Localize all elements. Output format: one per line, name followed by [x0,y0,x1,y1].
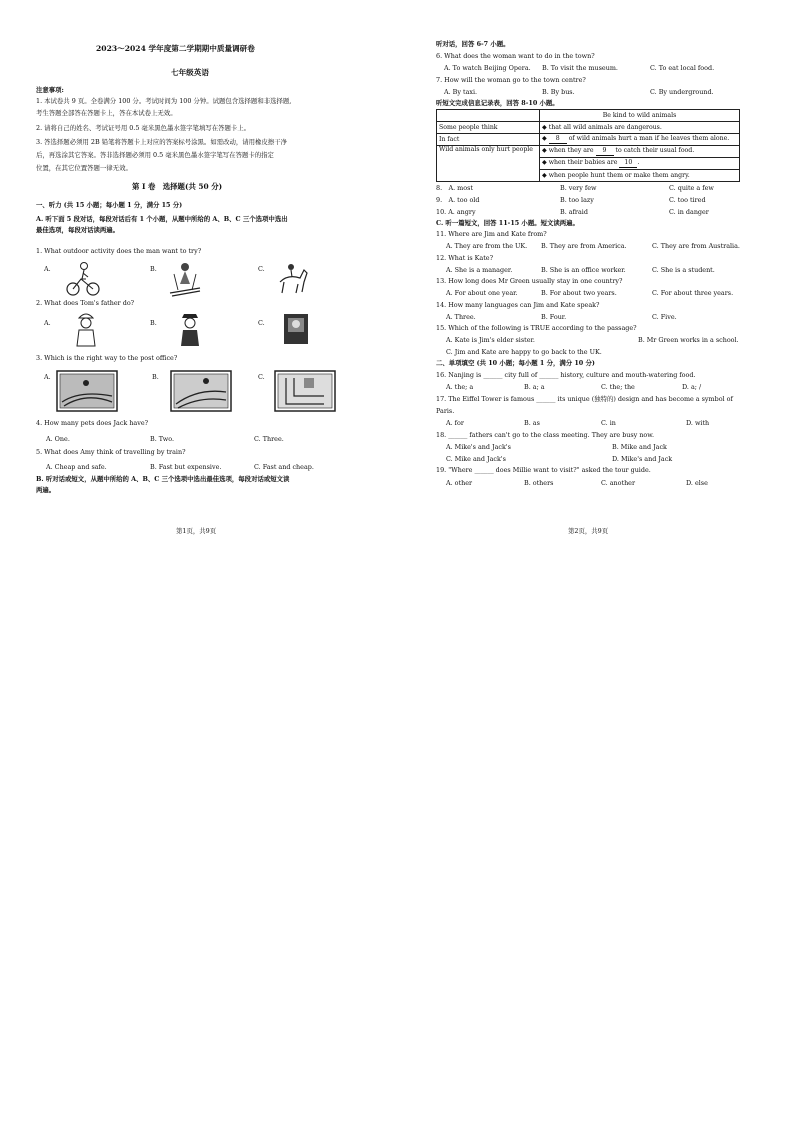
option: A. She is a manager. [446,266,513,274]
option: B. very few [560,184,597,192]
table-cell [437,110,540,122]
section-2-heading: 二、单项填空 (共 10 小题；每小题 1 分，满分 10 分) [436,359,595,367]
option: C. in danger [669,208,709,216]
option: A. Three. [446,313,476,321]
option: C. Jim and Kate are happy to go back to the UK. [446,348,602,356]
option-label-b: B. [150,265,157,273]
option: D. a; / [682,383,702,391]
option: B. She is an office worker. [541,266,626,274]
map-picture-c [274,370,336,412]
option-label-c: C. [258,265,265,273]
question-2: 2. What does Tom's father do? [36,299,135,307]
driver-picture [280,310,312,348]
section-heading: 一、听力 (共 15 小题；每小题 1 分，满分 15 分) [36,201,183,209]
question-17-cont: Paris. [436,407,455,415]
option: D. Mike's and Jack [612,455,673,463]
bullet-icon: ◆ [542,123,547,131]
option-label-b: B. [152,373,159,381]
question-6: 6. What does the woman want to do in the town? [436,52,595,60]
skiing-picture [166,260,204,298]
option: B. others [524,479,554,487]
table-cell [540,170,740,182]
question-17: 17. The Eiffel Tower is famous ______ its unique (独特的) design and has become a symbol of [436,395,733,403]
option: A. Mike's and Jack's [446,443,511,451]
question-7: 7. How will the woman go to the town centre? [436,76,586,84]
note-line: 考生答题全部答在答题卡上，答在本试卷上无效。 [36,109,177,117]
table-cell: Some people think [437,122,540,134]
question-4: 4. How many pets does Jack have? [36,419,149,427]
bullet-icon: ◆ [542,135,547,143]
option: A. Cheap and safe. [46,463,107,471]
section-a-instruction: A. 听下面 5 段对话，每段对话后有 1 个小题，从题中所给的 A、B、C 三个选项中选出 [36,215,288,223]
option-label-a: A. [44,265,51,273]
bullet-icon: ◆ [542,171,547,179]
option: C. She is a student. [652,266,715,274]
table-text: to catch their usual food. [615,147,695,155]
option: A. By taxi. [444,88,478,96]
bullet-icon: ◆ [542,159,547,167]
policeman-picture [174,310,206,348]
table-cell [540,122,740,134]
option: B. Mr Green works in a school. [638,336,739,344]
table-text: . [637,159,640,167]
option: A. for [446,419,464,427]
option: A. To watch Beijing Opera. [444,64,531,72]
option: C. Five. [652,313,677,321]
option: B. afraid [560,208,588,216]
question-3: 3. Which is the right way to the post office? [36,354,178,362]
question-5: 5. What does Amy think of travelling by train? [36,448,186,456]
option: A. other [446,479,473,487]
option: C. Fast and cheap. [254,463,314,471]
section-b-instruction: B. 听对话或短文，从题中所给的 A、B、C 三个选项中选出最佳选项，每段对话或短文读 [36,475,290,483]
option: B. Two. [150,435,175,443]
table-header: Be kind to wild animals [540,110,740,122]
option: A. the; a [446,383,474,391]
note-line: 1. 本试卷共 9 页。全卷满分 100 分。考试时间为 100 分钟。试题包含选择题和非选择题, [36,97,292,105]
question-10: 10. A. angry [436,208,476,216]
intro-6-7: 听对话，回答 6-7 小题。 [436,40,510,48]
answer-blank-9[interactable]: 9 [596,147,614,156]
option: B. They are from America. [541,242,627,250]
table-text: when they are [548,147,594,155]
section-b-instruction: 两遍。 [36,486,56,494]
option: C. in [601,419,616,427]
question-19: 19. "Where ______ does Millie want to visit?" asked the tour guide. [436,466,651,474]
answer-blank-8[interactable]: 8 [549,135,567,144]
option-label-c: C. [258,373,265,381]
option: B. Mike and Jack [612,443,667,451]
option: C. To eat local food. [650,64,715,72]
option: B. Four. [541,313,567,321]
option: B. as [524,419,540,427]
question-13: 13. How long does Mr Green usually stay in one country? [436,277,623,285]
option: C. Mike and Jack's [446,455,506,463]
option: C. By underground. [650,88,714,96]
option: A. Kate is Jim's elder sister. [446,336,535,344]
map-picture-a [56,370,118,412]
option: A. They are from the UK. [446,242,528,250]
option: C. another [601,479,636,487]
exam-title: 2023～2024 学年度第二学期期中质量调研卷 [96,44,255,53]
option: D. with [686,419,710,427]
map-picture-b [170,370,232,412]
section-a-instruction: 最佳选项，每段对话读两遍。 [36,226,120,234]
option: B. For about two years. [541,289,617,297]
question-11: 11. Where are Jim and Kate from? [436,230,547,238]
option: C. quite a few [669,184,714,192]
table-text: that all wild animals are dangerous. [548,123,662,131]
option: A. One. [46,435,70,443]
notes-heading: 注意事项: [36,86,64,94]
page-number: 第2页，共9页 [568,527,609,535]
note-line: 位置，在其它位置答题一律无效。 [36,164,132,172]
exam-subtitle: 七年级英语 [171,68,209,77]
option: C. For about three years. [652,289,734,297]
question-18: 18. ______ fathers can't go to the class meeting. They are busy now. [436,431,655,439]
option: B. By bus. [542,88,575,96]
intro-8-10: 听短文完成信息记录表，回答 8-10 小题。 [436,99,559,107]
table-cell: In fact [437,134,540,146]
table-cell [540,146,740,158]
question-15: 15. Which of the following is TRUE according to the passage? [436,324,637,332]
info-record-table [436,109,740,182]
option-label-c: C. [258,319,265,327]
note-line: 后，再选涂其它答案。答非选择题必须用 0.5 毫米黑色墨水签字笔写在答题卡的指定 [36,151,274,159]
option: B. too lazy [560,196,594,204]
page-number: 第1页，共9页 [176,527,217,535]
note-line: 3. 答选择题必须用 2B 铅笔将答题卡上对应的答案标号涂黑。如需改动，请用橡皮擦干净 [36,138,288,146]
option: C. Three. [254,435,284,443]
question-9: 9. A. too old [436,196,480,204]
option: A. For about one year. [446,289,518,297]
option: B. Fast but expensive. [150,463,222,471]
horse-riding-picture [274,260,312,298]
note-line: 2. 请将自己的姓名、考试证号用 0.5 毫米黑色墨水签字笔填写在答题卡上。 [36,124,251,132]
option: B. a; a [524,383,545,391]
answer-blank-10[interactable]: 10 [619,159,637,168]
question-1: 1. What outdoor activity does the man want to try? [36,247,202,255]
question-8: 8. A. most [436,184,473,192]
option: C. the; the [601,383,635,391]
question-12: 12. What is Kate? [436,254,494,262]
question-16: 16. Nanjing is ______ city full of ______ history, culture and mouth-watering food. [436,371,696,379]
option: C. too tired [669,196,706,204]
option-label-a: A. [44,373,51,381]
part-title: 第 I 卷 选择题(共 50 分) [132,182,223,191]
option-label-a: A. [44,319,51,327]
section-c-instruction: C. 听一篇短文，回答 11-15 小题。短文读两遍。 [436,219,579,227]
option: D. else [686,479,708,487]
option: B. To visit the museum. [542,64,618,72]
cook-picture [70,310,102,348]
table-cell [540,158,740,170]
table-text: when their babies are [548,159,618,167]
bullet-icon: ◆ [542,147,547,155]
question-14: 14. How many languages can Jim and Kate speak? [436,301,600,309]
table-cell: Wild animals only hurt people [437,146,540,182]
option: C. They are from Australia. [652,242,740,250]
table-text: of wild animals hurt a man if he leaves them alone. [568,135,730,143]
cycling-picture [64,260,102,298]
option-label-b: B. [150,319,157,327]
table-text: when people hunt them or make them angry. [548,171,690,179]
table-cell [540,134,740,146]
